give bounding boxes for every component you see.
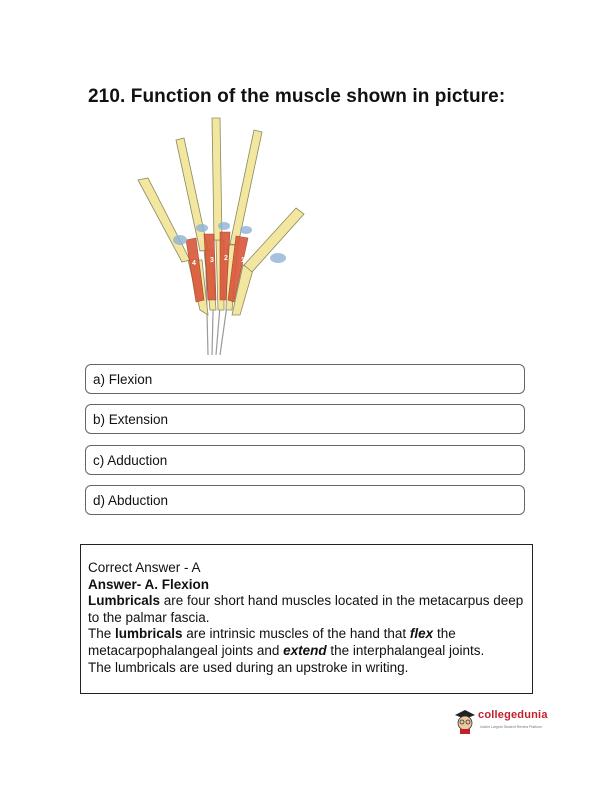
- term-lumbricals: Lumbricals: [88, 593, 161, 609]
- answer-p2-c: the metacarpophalangeal joints and: [88, 626, 456, 658]
- answer-paragraph-3: The lumbricals are used during an upstroke in writing.: [88, 659, 409, 675]
- answer-p2-d: the interphalangeal joints.: [326, 642, 485, 658]
- term-extend: extend: [283, 642, 327, 658]
- muscle-label-3: 3: [210, 257, 214, 264]
- muscle-label-4: 4: [192, 260, 196, 267]
- option-b[interactable]: b) Extension: [85, 404, 525, 434]
- answer-heading: Answer- A. Flexion: [88, 576, 210, 592]
- collegedunia-logo: [453, 707, 573, 737]
- answer-paragraph-2: [88, 626, 525, 659]
- term-lumbricals-2: lumbricals: [115, 626, 183, 642]
- option-d[interactable]: d) Abduction: [85, 485, 525, 515]
- answer-p2-a: The: [88, 626, 116, 642]
- correct-answer-line: Correct Answer - A: [88, 560, 201, 575]
- term-flex: flex: [409, 626, 434, 642]
- muscle-label-1: 1: [241, 257, 245, 264]
- muscle-label-2: 2: [224, 255, 228, 262]
- hand-muscle-illustration: [128, 110, 318, 360]
- option-a[interactable]: a) Flexion: [85, 364, 525, 394]
- question-title: 210. Function of the muscle shown in picture:: [88, 86, 506, 107]
- option-c[interactable]: c) Adduction: [85, 445, 525, 475]
- answer-box: [80, 544, 533, 694]
- graduate-mascot-icon: [453, 707, 477, 735]
- answer-p2-b: are intrinsic muscles of the hand that: [182, 626, 410, 642]
- logo-name: collegedunia: [478, 709, 548, 721]
- answer-p1-text: are four short hand muscles located in the metacarpus deep to the palmar fascia.: [88, 593, 524, 625]
- logo-tagline: India's Largest Student Review Platform: [480, 725, 543, 729]
- answer-paragraph-1: [88, 593, 525, 626]
